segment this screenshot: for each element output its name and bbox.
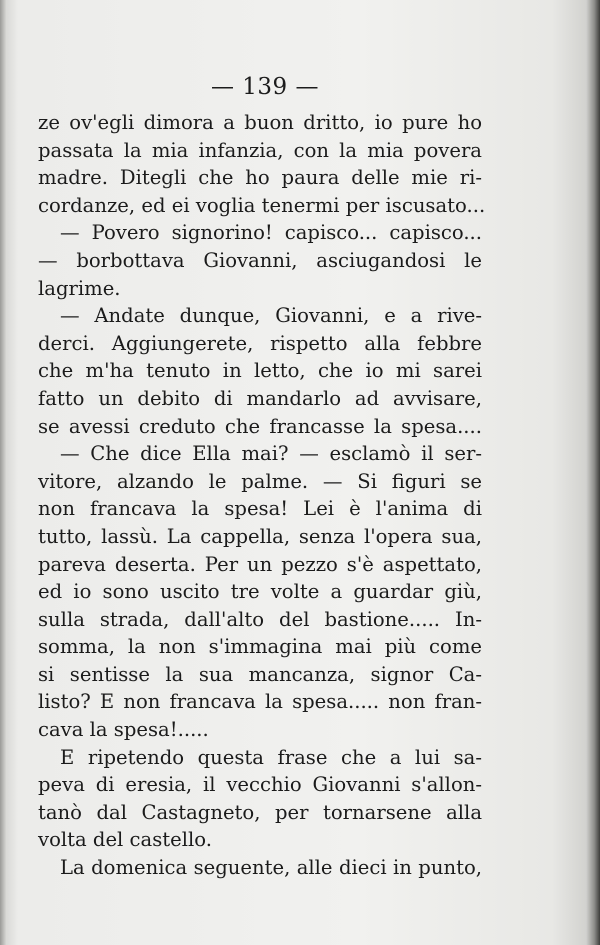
text-line: lagrime.: [38, 276, 121, 300]
text-line: non francava la spesa! Lei è l'anima di: [38, 497, 482, 521]
page-number: — 139 —: [210, 74, 320, 100]
text-line: passata la mia infanzia, con la mia povera: [38, 138, 482, 162]
text-line: sulla strada, dall'alto del bastione..... In-: [38, 607, 482, 631]
text-line: ze ov'egli dimora a buon dritto, io pure ho: [38, 111, 482, 134]
page-left-edge: [0, 0, 6, 945]
text-line: peva di eresia, il vecchio Giovanni s'allon-: [38, 773, 482, 797]
text-line: somma, la non s'immagina mai più come: [38, 635, 482, 659]
text-line: si sentisse la sua mancanza, signor Ca-: [38, 662, 482, 686]
text-line: che m'ha tenuto in letto, che io mi sarei: [38, 359, 482, 383]
text-line: cordanze, ed ei voglia tenermi per iscusato...: [38, 193, 486, 217]
text-line: La domenica seguente, alle dieci in punto,: [60, 856, 482, 880]
body-text: [38, 109, 486, 882]
text-line: tanò dal Castagneto, per tornarsene alla: [38, 800, 482, 824]
text-line: se avessi creduto che francasse la spesa....: [38, 414, 482, 438]
text-line: — Che dice Ella mai? — esclamò il ser-: [60, 442, 482, 466]
text-line: volta del castello.: [38, 828, 212, 852]
text-line: cava la spesa!.....: [38, 718, 209, 742]
text-line: madre. Ditegli che ho paura delle mie ri-: [38, 166, 482, 190]
text-line: derci. Aggiungerete, rispetto alla febbre: [38, 331, 482, 355]
text-line: E ripetendo questa frase che a lui sa-: [60, 745, 482, 769]
text-line: — borbottava Giovanni, asciugandosi le: [38, 248, 482, 272]
book-spine-shadow: [586, 0, 600, 945]
text-line: listo? E non francava la spesa..... non fran-: [38, 690, 482, 714]
text-line: ed io sono uscito tre volte a guardar giù,: [38, 580, 482, 604]
text-line: — Andate dunque, Giovanni, e a rive-: [60, 304, 482, 328]
text-line: — Povero signorino! capisco... capisco...: [60, 221, 482, 245]
text-line: tutto, lassù. La cappella, senza l'opera sua,: [38, 524, 482, 548]
text-line: fatto un debito di mandarlo ad avvisare,: [38, 386, 482, 410]
text-line: pareva deserta. Per un pezzo s'è aspettato,: [38, 552, 482, 576]
text-line: vitore, alzando le palme. — Si figuri se: [38, 469, 482, 493]
